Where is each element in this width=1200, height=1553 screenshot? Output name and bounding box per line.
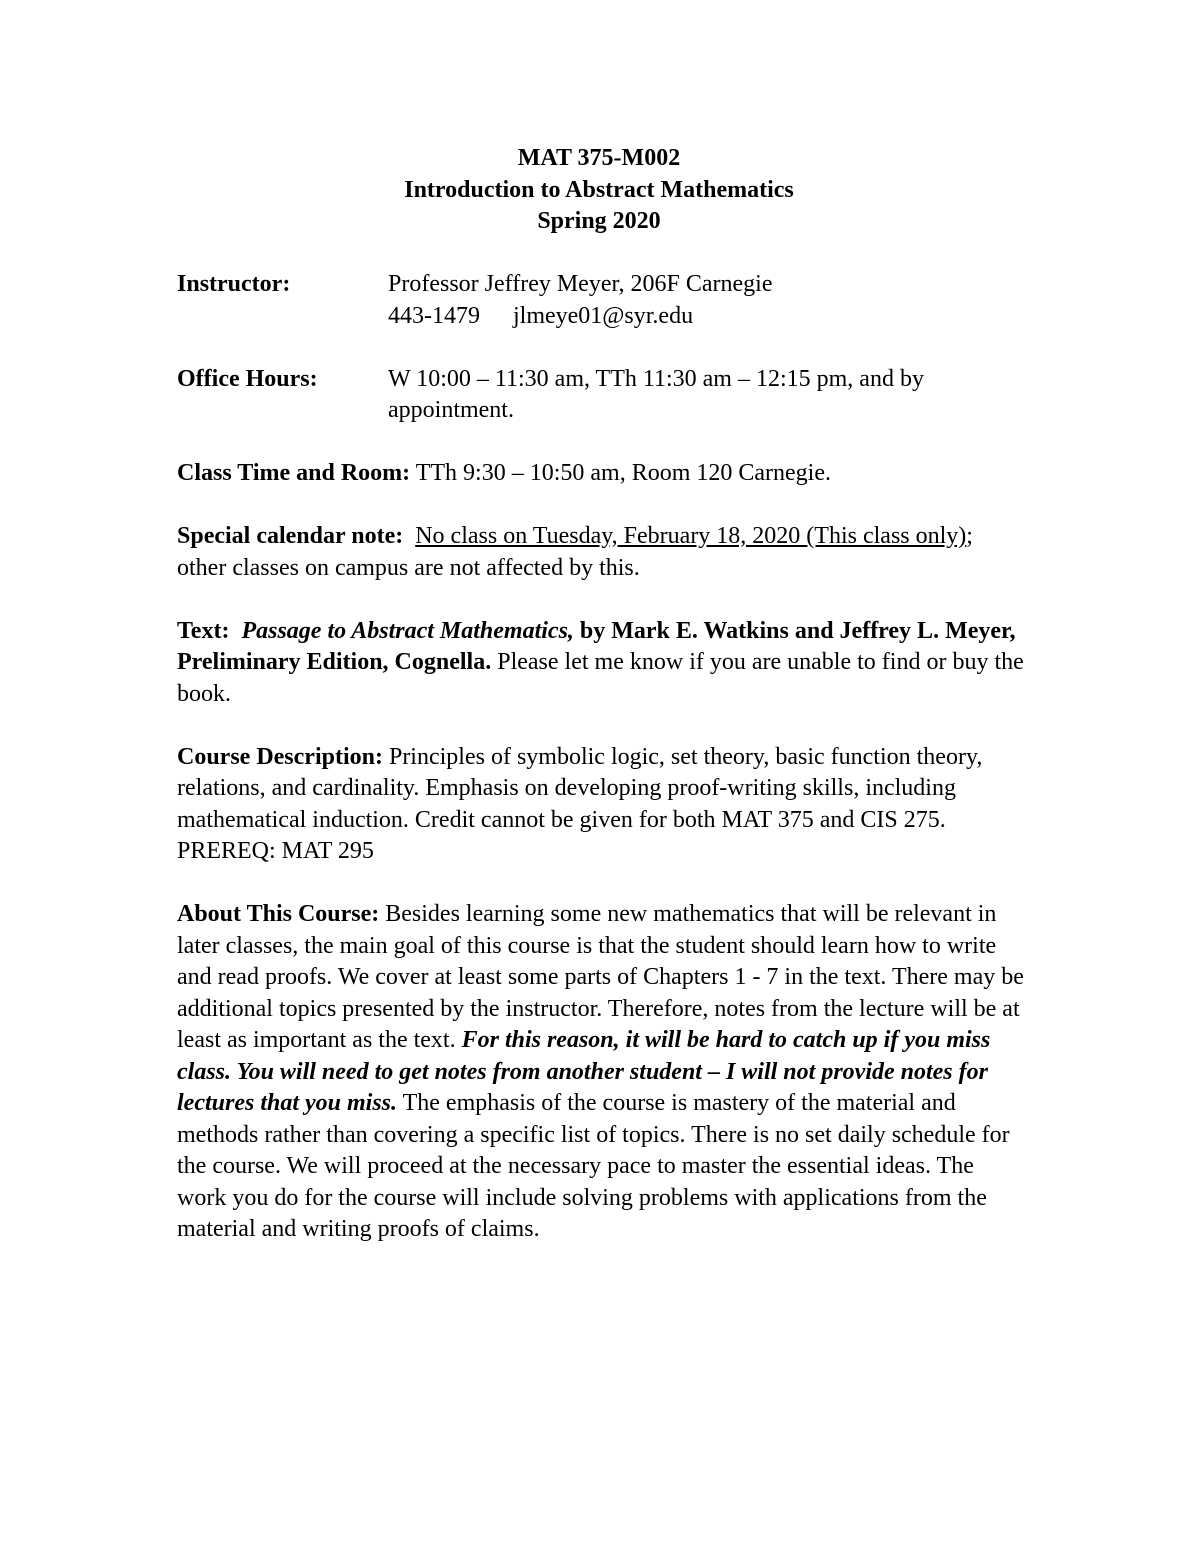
office-hours-line2: appointment. xyxy=(388,397,514,423)
instructor-email: jlmeye01@syr.edu xyxy=(513,302,694,329)
office-hours-label: Office Hours: xyxy=(177,365,318,392)
calendar-note-underlined: No class on Tuesday, February 18, 2020 (This class only) xyxy=(415,523,967,549)
instructor-phone: 443-1479 xyxy=(388,302,480,329)
instructor-name: Professor Jeffrey Meyer, 206F Carnegie xyxy=(388,271,773,297)
title-block xyxy=(171,143,1027,238)
course-description-section xyxy=(177,742,1027,837)
text-book-label: Text: xyxy=(177,617,230,644)
course-term: Spring 2020 xyxy=(537,208,661,234)
course-description-text: Principles of symbolic logic, set theory, basic function theory, relations, and cardinality. Emphasis on developing proof-writing skills, including mathematical induction. Credit cannot be given for both MAT 375 and CIS 275. xyxy=(177,743,983,833)
text-book-authors: by Mark E. Watkins and Jeffrey L. Meyer, Preliminary Edition, Cognella. xyxy=(177,617,1016,675)
about-course-text1: Besides learning some new mathematics that will be relevant in later classes, the main goal of this course is that the student should learn how to write and read proofs. We cover at least some parts of Chapters 1 - 7 in the text. There may be additional topics presented by the instructor. Therefore, notes from the lecture will be at least as important as the text. xyxy=(177,901,1024,1053)
calendar-note-section xyxy=(177,521,1027,584)
syllabus-page xyxy=(177,143,1027,1246)
text-book-section xyxy=(177,616,1027,711)
class-time-label: Class Time and Room: xyxy=(177,460,411,486)
about-course-label: About This Course: xyxy=(177,901,380,927)
about-course-section xyxy=(177,899,1027,1246)
course-description-label: Course Description: xyxy=(177,743,383,770)
instructor-label: Instructor: xyxy=(177,271,291,297)
class-time-text: TTh 9:30 – 10:50 am, Room 120 Carnegie. xyxy=(410,460,831,486)
text-book-title: Passage to Abstract Mathematics, xyxy=(241,617,574,644)
calendar-note-label: Special calendar note: xyxy=(177,523,404,549)
instructor-section xyxy=(177,269,1027,332)
office-hours-section xyxy=(177,364,1027,427)
course-title: Introduction to Abstract Mathematics xyxy=(404,176,794,203)
text-book-note: Please let me know if you are unable to find or buy the book. xyxy=(177,649,1024,707)
calendar-note-rest: ; other classes on campus are not affected by this. xyxy=(177,523,973,581)
class-time-section xyxy=(177,458,1027,490)
course-code: MAT 375-M002 xyxy=(517,145,681,171)
about-course-text2: The emphasis of the course is mastery of the material and methods rather than covering a specific list of topics. There is no set daily schedule for the course. We will proceed at the necessary pace to master the essential ideas. The work you do for the course will include solving problems with applications from the material and writing proofs of claims. xyxy=(177,1090,1010,1242)
about-course-emphasis: For this reason, it will be hard to catch up if you miss class. You will need to get notes from another student – I will not provide notes for lectures that you miss. xyxy=(177,1027,991,1116)
office-hours-line1: W 10:00 – 11:30 am, TTh 11:30 am – 12:15 pm, and by xyxy=(388,365,924,392)
course-prereq: PREREQ: MAT 295 xyxy=(177,838,374,864)
